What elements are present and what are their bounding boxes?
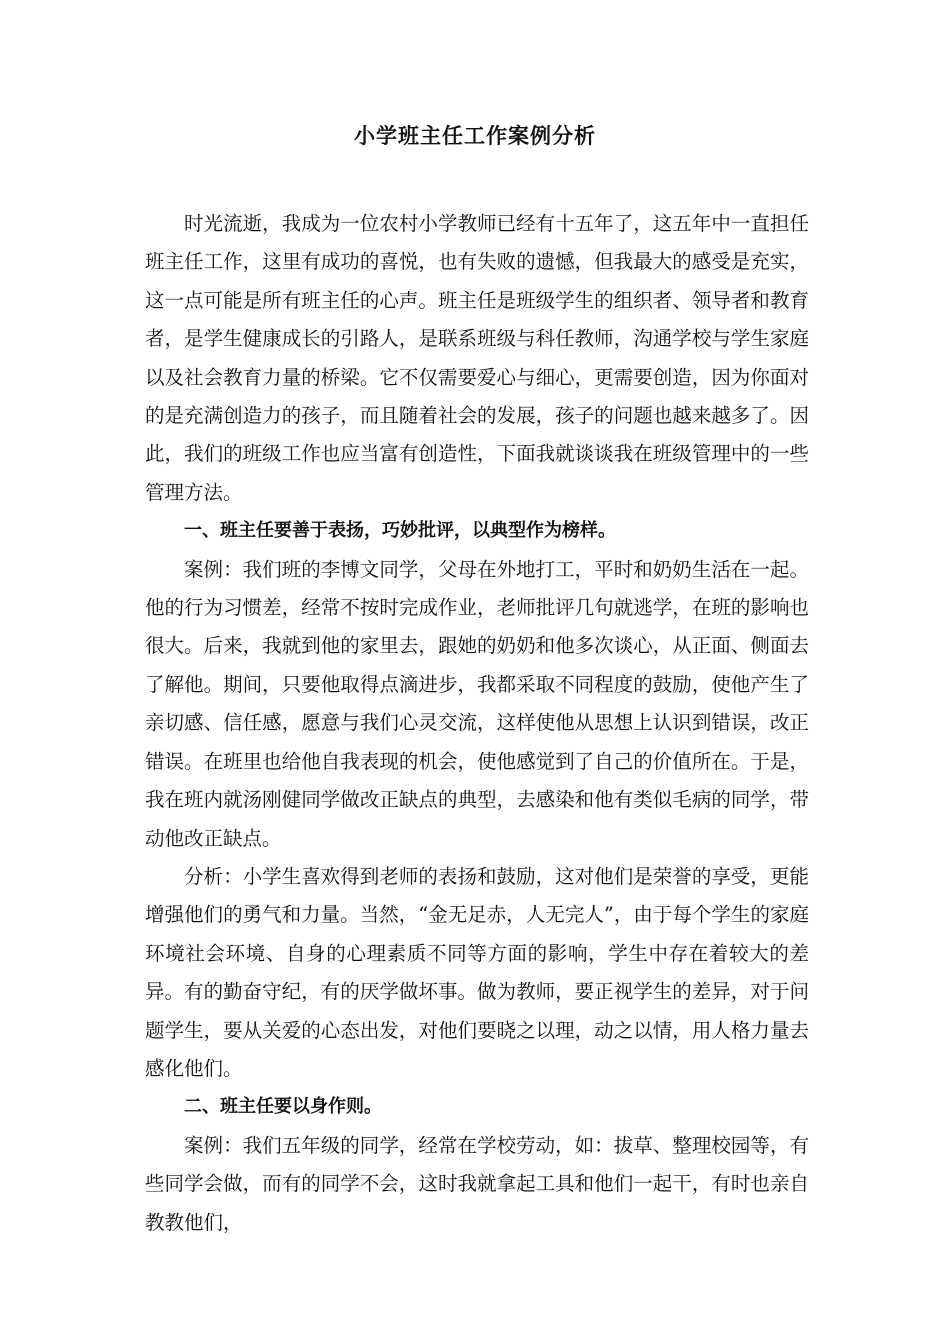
case-paragraph-2: 案例：我们五年级的同学，经常在学校劳动，如：拔草、整理校园等，有些同学会做，而有的同学不会，这时我就拿起工具和他们一起干，有时也亲自教教他们，: [145, 1133, 809, 1234]
intro-paragraph: 时光流逝，我成为一位农村小学教师已经有十五年了，这五年中一直担任班主任工作，这里有成功的喜悦，也有失败的遗憾，但我最大的感受是充实，这一点可能是所有班主任的心声。班主任是班级学生的组织者、领导者和教育者，是学生健康成长的引路人，是联系班级与科任教师，沟通学校与学生家庭以及社会教育力量的桥梁。它不仅需要爱心与细心，更需要创造，因为你面对的是充满创造力的孩子，而且随着社会的发展，孩子的问题也越来越多了。因此，我们的班级工作也应当富有创造性，下面我就谈谈我在班级管理中的一些管理方法。: [145, 212, 809, 504]
section-heading-1: 一、班主任要善于表扬，巧妙批评，以典型作为榜样。: [184, 520, 616, 542]
analysis-paragraph-1: 分析：小学生喜欢得到老师的表扬和鼓励，这对他们是荣誉的享受，更能增强他们的勇气和力量。当然，“金无足赤，人无完人”，由于每个学生的家庭环境社会环境、自身的心理素质不同等方面的影响，学生中存在着较大的差异。有的勤奋守纪，有的厌学做坏事。做为教师，要正视学生的差异，对于问题学生，要从关爱的心态出发，对他们要晓之以理，动之以情，用人格力量去感化他们。: [145, 864, 809, 1080]
section-heading-2: 二、班主任要以身作则。: [184, 1096, 382, 1118]
document-body: [145, 205, 809, 1242]
document-title: 小学班主任工作案例分析: [354, 124, 596, 148]
case-paragraph-1: 案例：我们班的李博文同学，父母在外地打工，平时和奶奶生活在一起。他的行为习惯差，经常不按时完成作业，老师批评几句就逃学，在班的影响也很大。后来，我就到他的家里去，跟她的奶奶和他多次谈心，从正面、侧面去了解他。期间，只要他取得点滴进步，我都采取不同程度的鼓励，使他产生了亲切感、信任感，愿意与我们心灵交流，这样使他从思想上认识到错误，改正错误。在班里也给他自我表现的机会，使他感觉到了自己的价值所在。于是，我在班内就汤刚健同学做改正缺点的典型，去感染和他有类似毛病的同学，带动他改正缺点。: [145, 557, 809, 850]
